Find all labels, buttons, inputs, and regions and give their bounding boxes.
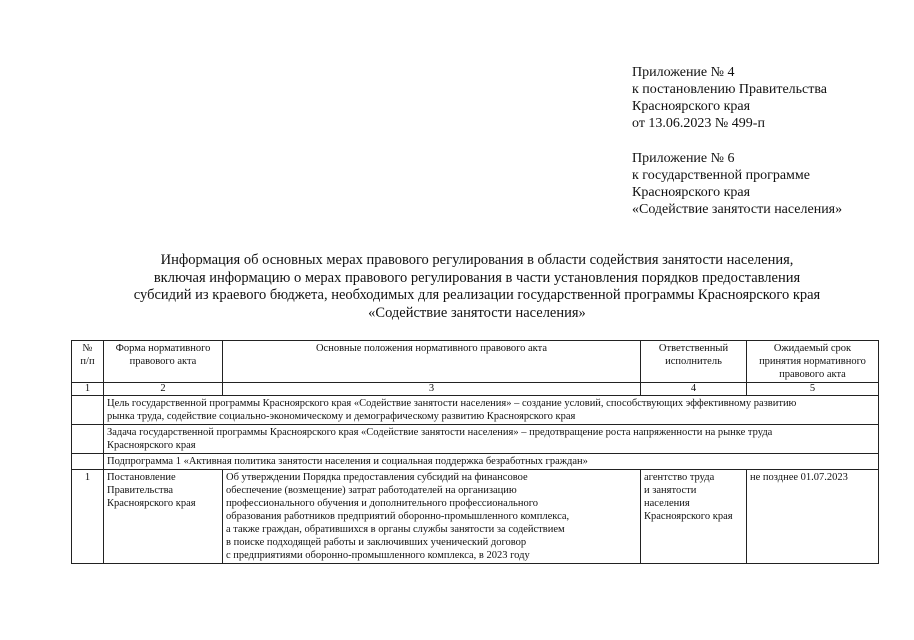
regulation-table <box>71 340 879 564</box>
responsible-executor: агентство труда и занятости населения Красноярского края <box>641 470 747 564</box>
table-header-row <box>72 341 879 383</box>
column-number-row <box>72 383 879 396</box>
appendix-4-line: Красноярского края <box>632 99 751 114</box>
header-provisions: Основные положения нормативного правового акта <box>223 341 641 383</box>
title-line: субсидий из краевого бюджета, необходимых для реализации государственной программы Красноярского края <box>133 287 821 303</box>
goal-row <box>72 396 879 425</box>
header-deadline: Ожидаемый срок принятия нормативного правового акта <box>747 341 879 383</box>
appendix-6-line: к государственной программе <box>632 168 810 183</box>
subprogram-row <box>72 454 879 470</box>
appendix-4-line: к постановлению Правительства <box>632 82 828 97</box>
appendix-6-block <box>632 150 902 218</box>
row-number: 1 <box>72 470 104 564</box>
program-goal: Цель государственной программы Красноярского края «Содействие занятости населения» – создание условий, способствующих эффективному развитию рынка труда, содействие социально-экономическому и демографическому развитию Красноярского края <box>104 396 879 425</box>
appendix-4-line: от 13.06.2023 № 499-п <box>632 116 765 131</box>
title-line: включая информацию о мерах правового регулирования в части установления порядков предоставления <box>153 269 801 286</box>
subprogram-title: Подпрограмма 1 «Активная политика занятости населения и социальная поддержка безработных граждан» <box>104 454 879 470</box>
title-line: «Содействие занятости населения» <box>368 304 586 321</box>
task-row <box>72 425 879 454</box>
table-row <box>72 470 879 564</box>
appendix-4-block <box>632 64 902 132</box>
program-task: Задача государственной программы Красноярского края «Содействие занятости населения» – предотвращение роста напряженности на рынке труда Красноярского края <box>104 425 879 454</box>
header-executor: Ответственный исполнитель <box>641 341 747 383</box>
header-number: № п/п <box>72 341 104 383</box>
column-number: 4 <box>641 383 747 396</box>
document-title <box>40 252 914 322</box>
header-act-form: Форма нормативного правового акта <box>104 341 223 383</box>
act-form: Постановление Правительства Красноярского края <box>104 470 223 564</box>
appendix-6-line: Красноярского края <box>632 185 751 200</box>
expected-deadline: не позднее 01.07.2023 <box>747 470 879 564</box>
act-provisions: Об утверждении Порядка предоставления субсидий на финансовое обеспечение (возмещение) затрат работодателей на организацию профессионального обучения и дополнительного профессионального образования работников предприятий оборонно-промышленного комплекса, а также граждан, обратившихся в органы службы занятости за содействием в поиске подходящей работы и заключивших ученический договор с предприятиями оборонно-промышленного комплекса, в 2023 году <box>223 470 641 564</box>
column-number: 2 <box>104 383 223 396</box>
title-line: Информация об основных мерах правового регулирования в области содействия занятости населения, <box>160 252 794 268</box>
column-number: 5 <box>747 383 879 396</box>
column-number: 1 <box>72 383 104 396</box>
column-number: 3 <box>223 383 641 396</box>
appendix-4-line: Приложение № 4 <box>632 65 735 80</box>
appendix-6-line: Приложение № 6 <box>632 151 735 166</box>
appendix-6-line: «Содействие занятости населения» <box>632 202 843 217</box>
